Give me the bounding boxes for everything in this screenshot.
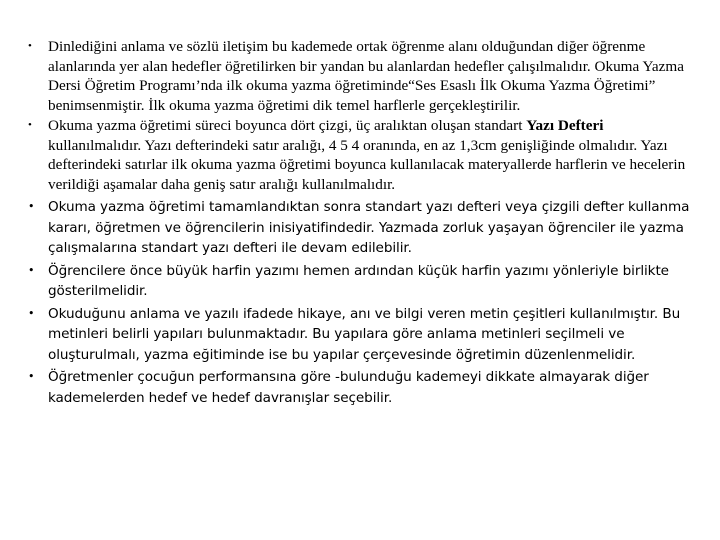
bullet-icon: •	[28, 306, 35, 320]
list-item	[28, 304, 698, 366]
bullet-list	[28, 37, 698, 408]
item-text: Öğretmenler çocuğun performansına göre -bulunduğu kademeyi dikkate almayarak diğer kademelerden hedef ve hedef davranışlar seçebilir.	[48, 369, 649, 406]
item-text-bold: Yazı Defteri	[526, 117, 604, 134]
bullet-icon: •	[28, 200, 35, 213]
bullet-icon: •	[28, 40, 32, 52]
item-text: Dinlediğini anlama ve sözlü iletişim bu kademede ortak öğrenme alanı olduğundan diğer öğrenme alanlarında yer alan hedefler öğretilirken bir yandan bu alanlardan hedefler çalışılmalıdır. Okuma Yazma Dersi Öğretim Programı’nda ilk okuma yazma öğretiminde“Ses Esaslı İlk Okuma Yazma Öğretimi” benimsenmiştir. İlk okuma yazma öğretimi dik temel harflerle gerçekleştirilir.	[48, 38, 684, 114]
list-item	[28, 116, 698, 194]
bullet-icon: •	[28, 263, 35, 277]
bullet-icon: •	[28, 370, 35, 383]
item-text: Okuduğunu anlama ve yazılı ifadede hikaye, anı ve bilgi veren metin çeşitleri kullanılmıştır. Bu metinleri belirli yapıları bulunmaktadır. Bu yapılara göre anlama metinleri seçilmeli ve oluşturulmalı, yazma eğitiminde ise bu yapılar çerçevesinde öğretimin düzenlenmelidir.	[48, 305, 681, 363]
list-item	[28, 197, 698, 259]
item-text-before: Okuma yazma öğretimi süreci boyunca dört çizgi, üç aralıktan oluşan standart	[48, 117, 527, 134]
bullet-icon: •	[28, 119, 32, 131]
list-item	[28, 37, 698, 115]
item-text-after: kullanılmalıdır. Yazı defterindeki satır aralığı, 4 5 4 oranında, en az 1,3cm genişliğinde olmalıdır. Yazı defterindeki satırlar ilk okuma yazma öğretimi boyunca kullanılacak materyallerde harflerin ve hecelerin verildiği aşamalar daha geniş satır aralığı kullanılmalıdır.	[48, 136, 686, 193]
list-item	[28, 367, 698, 408]
item-text: Öğrencilere önce büyük harfin yazımı hemen ardından küçük harfin yazımı yönleriyle birlikte gösterilmelidir.	[48, 262, 669, 299]
item-text: Okuma yazma öğretimi tamamlandıktan sonra standart yazı defteri veya çizgili defter kullanma kararı, öğretmen ve öğrencilerin inisiyatifindedir. Yazmada zorluk yaşayan öğrenciler ile yazma çalışmalarına standart yazı defteri ile devam edilebilir.	[48, 199, 690, 256]
list-item	[28, 261, 698, 302]
